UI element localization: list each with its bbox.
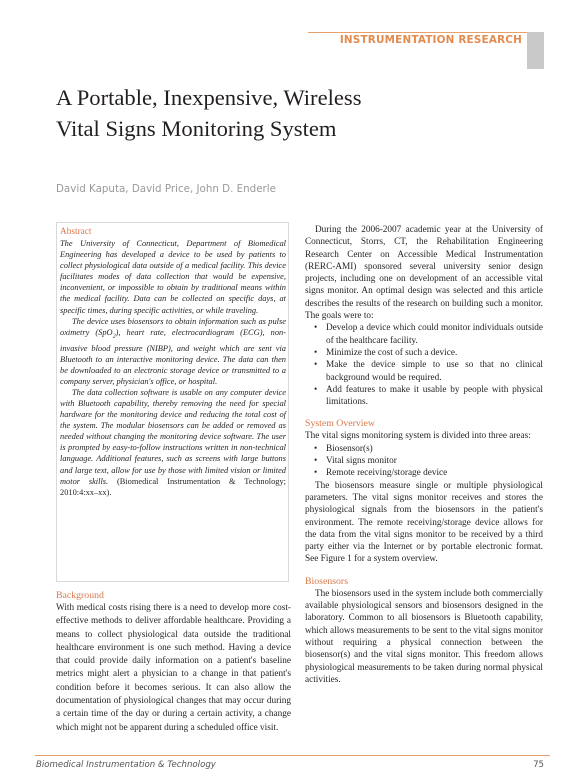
abstract-p2-start: The device uses biosensors to obtain information such as pulse oximetry (SpO	[60, 316, 286, 337]
list-item: • Minimize the cost of such a device.	[326, 347, 543, 359]
abstract-content	[60, 226, 286, 498]
list-item: • Vital signs monitor	[326, 455, 543, 467]
left-column	[56, 589, 291, 735]
biosensors-text: The biosensors used in the system include both commercially available physiological sensors and biosensors designed in the laboratory. Common to all biosensors is Bluetooth capability, which allows measurements to be sent to the vital signs monitor without requiring a physical connection between the biosensor(s) and the vital signs monitor. This freedom allows physiological measurements to be taken during normal physical activities.	[305, 588, 543, 685]
list-item: • Biosensor(s)	[326, 443, 543, 455]
article-title	[56, 82, 516, 144]
title-line-2: Vital Signs Monitoring System	[56, 116, 337, 141]
intro-paragraph: During the 2006-2007 academic year at the University of Connecticut, Storrs, CT, the Rehabilitation Engineering Research Center on Accessible Medical Instrumentation (RERC-AMI) sponsored several university senior design projects, including one on development of an accessible vital signs monitor. An optimal design was selected and this article describes the results of the research on building such a monitor. The goals were to:	[305, 225, 543, 322]
abstract-heading: Abstract	[60, 227, 92, 237]
list-item: • Remote receiving/storage device	[326, 467, 543, 479]
system-overview-text: The biosensors measure single or multiple physiological parameters. The vital signs monitor receives and stores the physiological signals from the biosensors in the patient's environment. The remote receiving/storage device allows for the data from the vital signs monitor to be received by a third party either via the Internet or by portable electronic format. See Figure 1 for a system overview.	[305, 480, 543, 565]
biosensors-heading: Biosensors	[305, 575, 349, 587]
title-line-1: A Portable, Inexpensive, Wireless	[56, 85, 362, 110]
abstract-citation: (Biomedical Instrumentation & Technology; 2010:4:xx–xx).	[60, 476, 286, 497]
right-column	[305, 224, 543, 686]
abstract-p2-end: ), heart rate, electrocardiogram (ECG), non-invasive blood pressure (NIBP), and weight which are sent via Bluetooth to an interactive monitoring device. The data can then be downloaded to an electronic storage device or transmitted to a company server, physician's office, or hospital.	[60, 327, 286, 386]
header-tab-block	[527, 32, 544, 69]
system-overview-heading: System Overview	[305, 418, 375, 430]
background-text: With medical costs rising there is a need to develop more cost-effective methods to deliver affordable healthcare. Providing a means to collect physiological data outside the traditional healthcare environment is one such method. Having a device that could provide daily information on a patient's baseline metrics might alert a physician to a change in that patient's condition before it becomes serious. It can also allow the documentation of physiological changes that may occur during a certain time of the day or during a certain activity, a change which might not be apparent during a scheduled office visit.	[56, 603, 291, 733]
list-item: • Make the device simple to use so that no clinical background would be required.	[326, 359, 543, 384]
system-overview-intro: The vital signs monitoring system is divided into three areas:	[305, 431, 531, 442]
areas-list	[305, 443, 543, 480]
list-item: • Add features to make it usable by people with physical limitations.	[326, 384, 543, 409]
abstract-p3-text: The data collection software is usable on any computer device with Bluetooth capability, thereby removing the need for special hardware for the monitoring device and reducing the total cost of the system. The modular biosensors can be added or removed as needed without changing the monitoring device software. The user is prompted by easy-to-follow instructions written in non-technical language. Additional features, such as screens with large buttons and large text, allow for use by those with limited vision or limited motor skills.	[60, 387, 286, 486]
abstract-paragraph-1: The University of Connecticut, Department of Biomedical Engineering has developed a device to be used by patients to collect physiological data outside of a medical facility. This device facilitates modes of data collection that would be expensive, inconvenient, or impossible to obtain by traditional means within the medical facility. Data can be collected on specific days, at specific times, during specific activities, or while traveling.	[60, 239, 286, 315]
author-list: David Kaputa, David Price, John D. Enderle	[56, 183, 276, 195]
section-label: INSTRUMENTATION RESEARCH	[339, 34, 522, 46]
spacer	[305, 566, 543, 575]
goals-list	[305, 322, 543, 408]
footer-rule	[35, 755, 550, 756]
abstract-p2-subscript: 2	[112, 333, 116, 340]
spacer	[305, 408, 543, 417]
abstract-paragraph-3	[60, 387, 286, 498]
page-number: 75	[533, 760, 544, 770]
background-heading: Background	[56, 590, 104, 601]
abstract-paragraph-2	[60, 316, 286, 387]
footer-journal-name: Biomedical Instrumentation & Technology	[36, 760, 216, 770]
list-item: • Develop a device which could monitor individuals outside of the healthcare facility.	[326, 322, 543, 347]
